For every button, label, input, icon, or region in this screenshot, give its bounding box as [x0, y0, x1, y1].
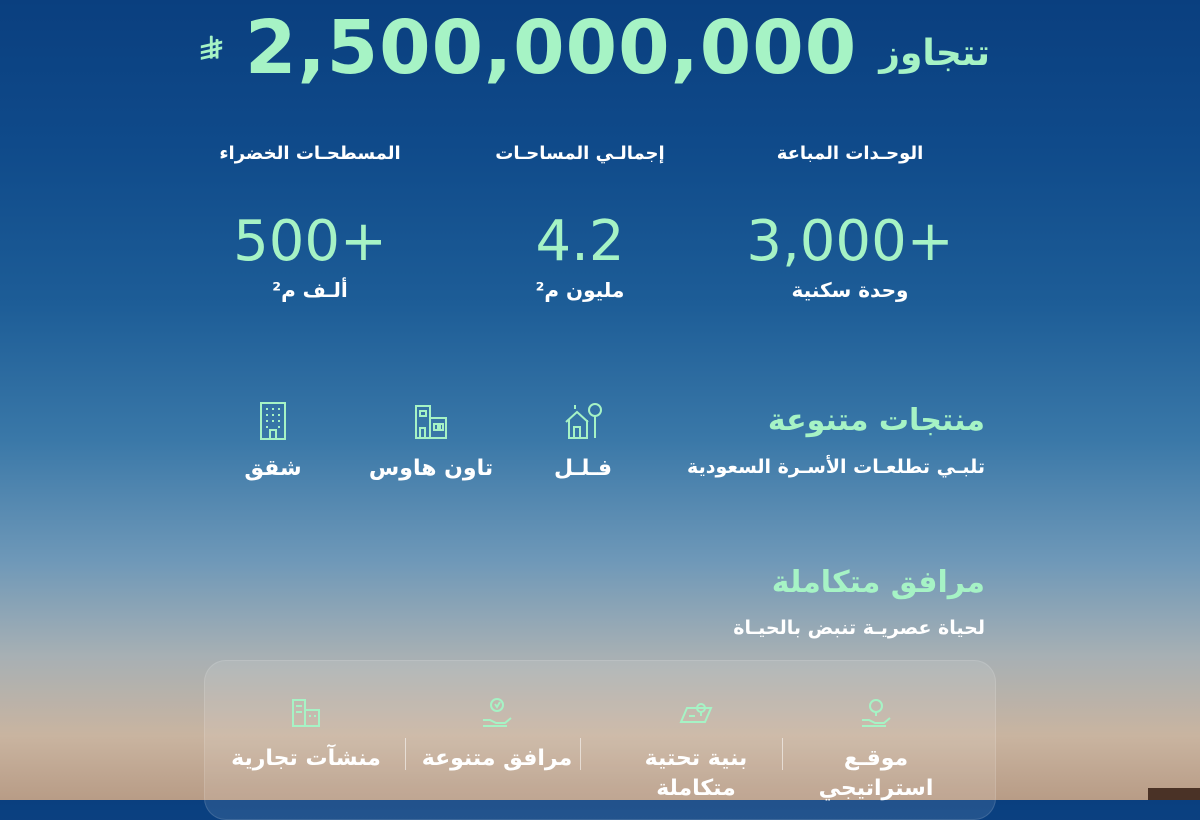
stat-value: 3,000+ — [746, 209, 954, 274]
headline-prefix: تتجاوز — [879, 32, 990, 74]
commercial-building-icon — [289, 696, 323, 730]
product-townhouse — [351, 400, 511, 481]
headline — [200, 2, 990, 94]
stat-label: المسطحـات الخضراء — [219, 143, 401, 164]
stat-total-area — [470, 140, 690, 310]
facilities-title: مرافق متكاملة — [771, 565, 985, 600]
product-label: تاون هاوس — [368, 456, 494, 481]
stat-label: الوحـدات المباعة — [776, 143, 924, 164]
facility-infrastructure — [616, 696, 776, 804]
product-label: فـلـل — [553, 456, 613, 481]
stat-unit: مليون م² — [535, 278, 625, 302]
stat-unit: ألـف م² — [272, 278, 348, 302]
facility-label: بنية تحتية متكاملة — [644, 746, 748, 801]
saudi-riyal-icon — [200, 16, 223, 80]
facility-label: مرافق متنوعة — [421, 746, 573, 771]
stat-green-areas — [200, 140, 420, 310]
facilities-hand-icon — [480, 696, 514, 730]
product-label: شقق — [244, 456, 302, 481]
facility-divider — [580, 738, 581, 770]
villa-icon — [563, 400, 603, 442]
apartment-icon — [253, 400, 293, 442]
stat-value: 500+ — [233, 209, 387, 274]
stat-sold-units — [740, 140, 960, 310]
stat-value: 4.2 — [535, 209, 625, 274]
location-hand-icon — [859, 696, 893, 730]
stats-row — [200, 140, 960, 310]
infrastructure-icon — [679, 696, 713, 730]
stat-label: إجمالـي المساحـات — [495, 143, 665, 164]
facility-label: موقـع استراتيجي — [818, 746, 934, 801]
townhouse-icon — [411, 400, 451, 442]
products-subtitle: تلبـي تطلعـات الأسـرة السعودية — [687, 456, 985, 478]
products-title: منتجات متنوعة — [767, 403, 985, 438]
facility-divider — [782, 738, 783, 770]
facility-strategic-location — [796, 696, 956, 804]
facility-divider — [405, 738, 406, 770]
headline-amount: 2,500,000,000 — [244, 5, 858, 91]
facility-diverse-amenities — [417, 696, 577, 774]
facility-label: منشآت تجارية — [231, 746, 381, 771]
stat-unit: وحدة سكنية — [791, 278, 909, 302]
building-edge — [1148, 788, 1200, 800]
product-villa — [503, 400, 663, 481]
product-apartments — [193, 400, 353, 481]
facilities-subtitle: لحياة عصريـة تنبض بالحيـاة — [733, 617, 985, 639]
facility-commercial — [226, 696, 386, 774]
